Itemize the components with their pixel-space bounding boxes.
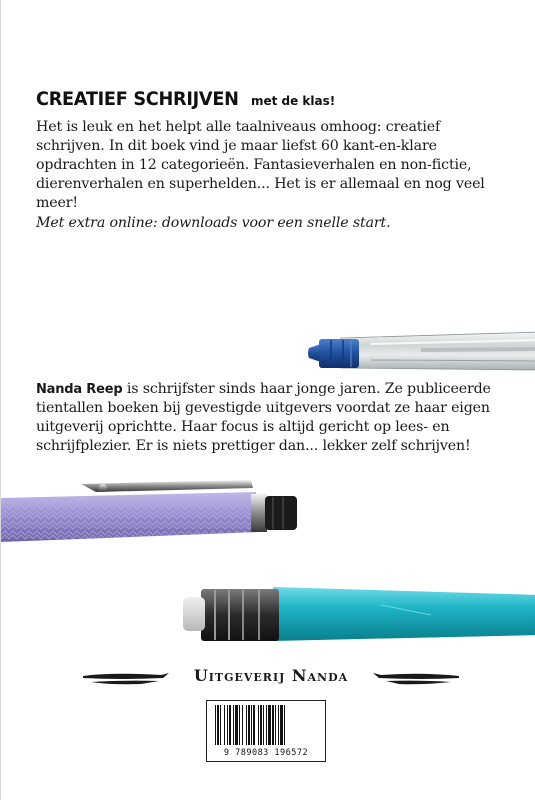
intro-text: Het is leuk en het helpt alle taalniveaus omhoog: creatief schrijven. In dit boek vind je maar liefst 60 kant-en-klare opdrachten in 12 categorieën. Fantasieverhalen en non-fictie, dierenverhalen en superhelden... Het is er allemaal en nog veel meer! — [36, 119, 485, 211]
author-bio-text: is schrijfster sinds haar jonge jaren. Ze publiceerde tientallen boeken bij gevestigde uitgevers voordat ze haar eigen uitgeverij oprichtte. Haar focus is altijd gericht op lees- en schrijfplezier. Er is niets prettiger dan... lekker zelf schrijven! — [36, 381, 491, 454]
isbn-number: 9 789083 196572 — [223, 748, 309, 758]
purple-pen-illustration — [1, 470, 311, 560]
book-title — [36, 88, 506, 110]
blue-ballpoint-pen-illustration — [301, 330, 535, 376]
teal-pencil-illustration — [181, 575, 535, 645]
barcode-bars — [215, 705, 321, 745]
author-name: Nanda Reep — [36, 382, 123, 397]
publisher-logo — [81, 660, 461, 692]
publisher-name: Uitgeverij Nanda — [193, 666, 349, 685]
online-note: Met extra online: downloads voor een snelle start. — [36, 215, 391, 231]
isbn-barcode — [206, 700, 326, 762]
author-bio — [36, 380, 506, 456]
title-subtitle: met de klas! — [250, 94, 336, 108]
title-main: CREATIEF SCHRIJVEN — [36, 88, 239, 110]
